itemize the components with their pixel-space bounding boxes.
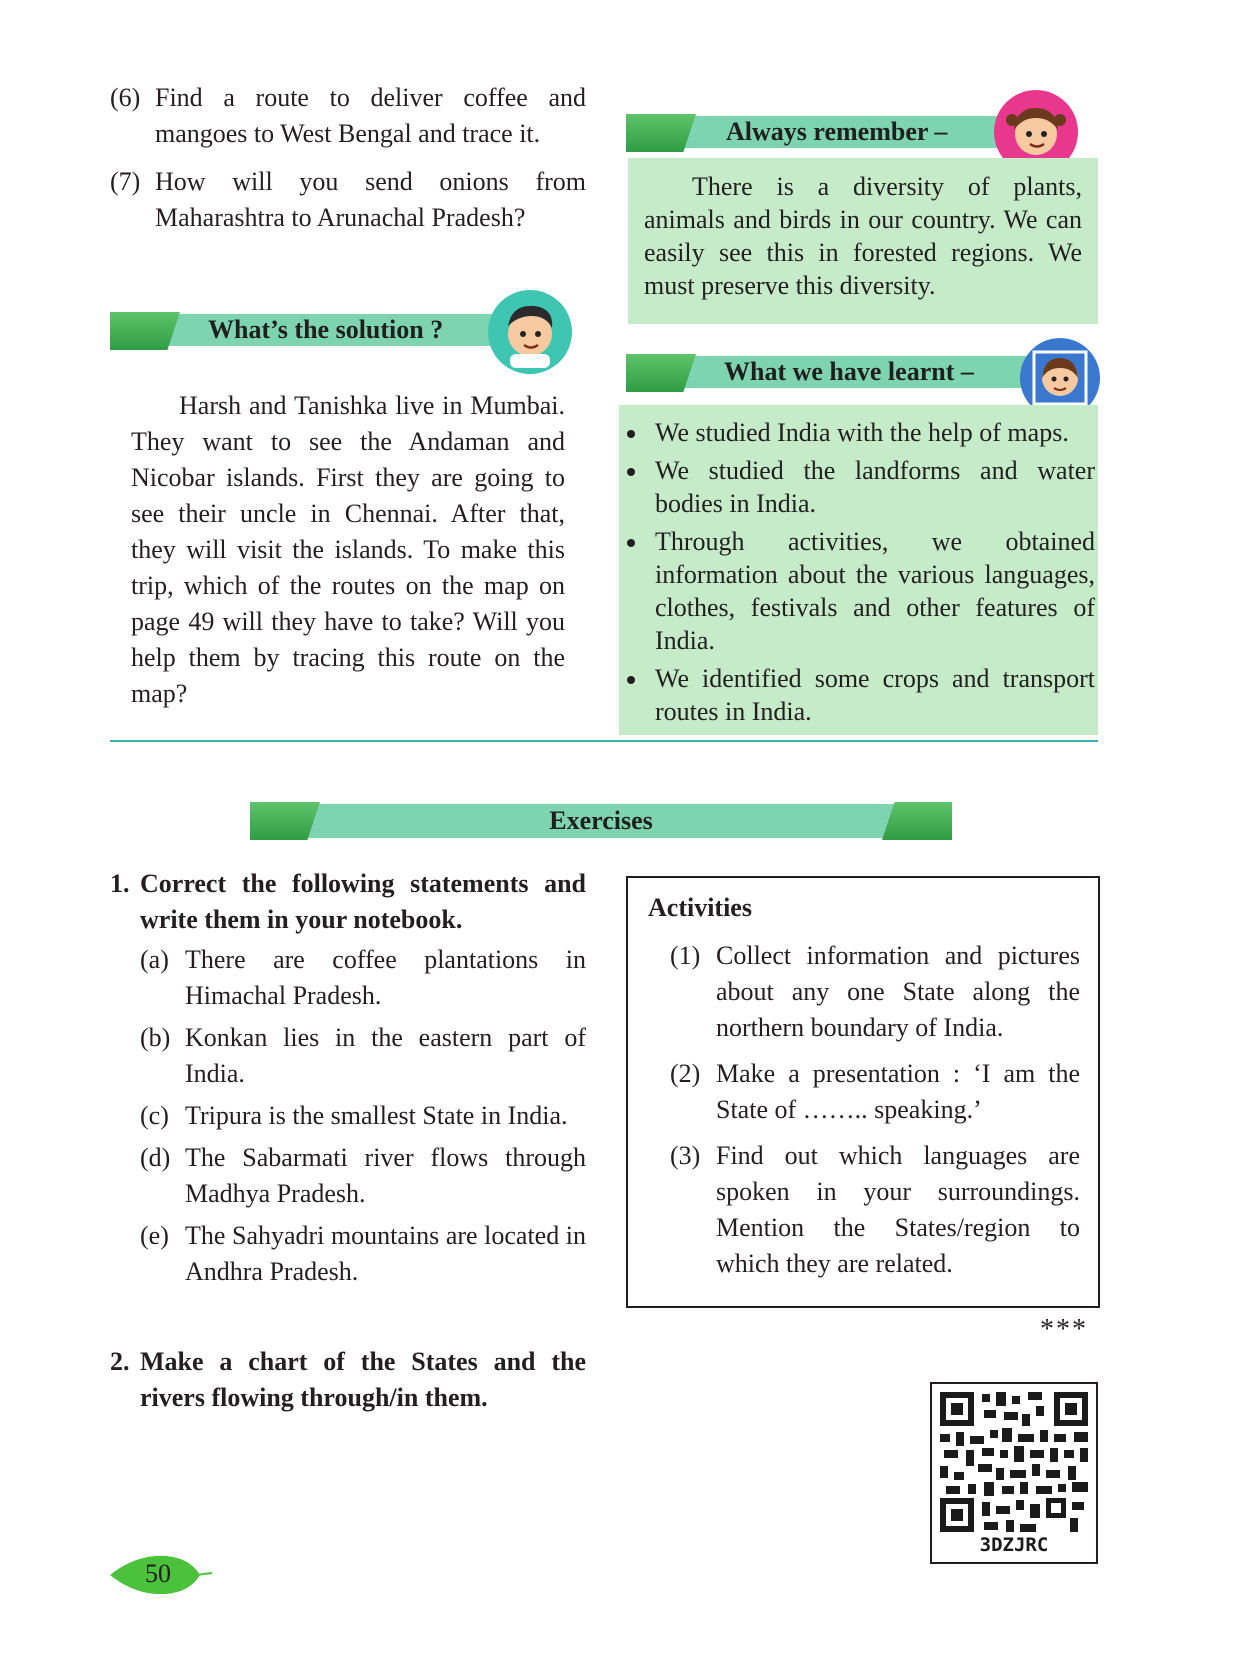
exercise-2-text: Make a chart of the States and the rivers flowing through/in them.	[140, 1347, 586, 1412]
statement-e: (e) The Sahyadri mountains are located in Andhra Pradesh.	[140, 1221, 586, 1286]
exercise-1-text: Correct the following statements and write them in your notebook.	[140, 869, 586, 934]
question-6	[110, 80, 586, 152]
activity-2: (2) Make a presentation : ‘I am the State of …….. speaking.’	[670, 1059, 1080, 1124]
learnt-item: We studied the landforms and water bodies in India.	[619, 454, 1095, 520]
learnt-item: We identified some crops and transport routes in India.	[619, 662, 1095, 728]
exercise-2-number: 2.	[110, 1347, 130, 1376]
activity-3: (3) Find out which languages are spoken in your surroundings. Mention the States/region to which they are related.	[670, 1141, 1080, 1278]
end-mark: ***	[1040, 1314, 1088, 1345]
qr-code	[930, 1382, 1098, 1564]
activities-list	[670, 938, 1080, 1282]
exercise-1	[110, 866, 586, 938]
section-divider	[110, 740, 1098, 742]
remember-title: Always remember –	[726, 117, 948, 146]
exercises-banner	[250, 802, 952, 840]
activities-title: Activities	[648, 893, 752, 922]
question-7-number: (7)	[110, 167, 141, 196]
exercise-1-number: 1.	[110, 869, 130, 898]
question-6-text: Find a route to deliver coffee and mangoes to West Bengal and trace it.	[155, 83, 586, 148]
page-number: 50	[145, 1559, 171, 1588]
learnt-list	[619, 416, 1095, 728]
exercise-2	[110, 1344, 586, 1416]
page-number-badge	[108, 1554, 212, 1596]
qr-code-icon	[940, 1392, 1088, 1532]
statement-a: (a) There are coffee plantations in Himachal Pradesh.	[140, 945, 586, 1010]
boy-character-icon	[488, 290, 572, 374]
statement-c: (c) Tripura is the smallest State in India.	[140, 1101, 568, 1130]
exercises-title: Exercises	[549, 806, 653, 835]
bullet-icon	[627, 539, 635, 547]
activity-1: (1) Collect information and pictures about any one State along the northern boundary of India.	[670, 941, 1080, 1042]
bullet-icon	[627, 430, 635, 438]
statement-d: (d) The Sabarmati river flows through Madhya Pradesh.	[140, 1143, 586, 1208]
activities-box	[626, 876, 1100, 1308]
qr-code-label: 3DZJRC	[979, 1534, 1049, 1556]
question-6-number: (6)	[110, 83, 141, 112]
learnt-title: What we have learnt –	[724, 357, 974, 386]
learnt-banner	[626, 354, 1038, 388]
bullet-icon	[627, 676, 635, 684]
solution-banner	[110, 312, 510, 346]
learnt-item: Through activities, we obtained information about the various languages, clothes, festivals and other features of India.	[619, 525, 1095, 657]
question-7	[110, 164, 586, 236]
remember-banner	[626, 114, 1016, 148]
question-7-text: How will you send onions from Maharashtra to Arunachal Pradesh?	[155, 167, 586, 232]
solution-text: Harsh and Tanishka live in Mumbai. They want to see the Andaman and Nicobar islands. First they are going to see their uncle in Chennai. After that, they will visit the islands. To make this trip, which of the routes on the map on page 49 will they have to take? Will you help them by tracing this route on the map?	[131, 391, 565, 708]
solution-title: What’s the solution ?	[208, 315, 444, 344]
remember-box	[628, 158, 1098, 324]
remember-text: There is a diversity of plants, animals and birds in our country. We can easily see this in forested regions. We must preserve this diversity.	[644, 172, 1082, 300]
learnt-item: We studied India with the help of maps.	[619, 416, 1095, 449]
exercise-1-list	[140, 942, 586, 1290]
statement-b: (b) Konkan lies in the eastern part of India.	[140, 1023, 586, 1088]
bullet-icon	[627, 468, 635, 476]
